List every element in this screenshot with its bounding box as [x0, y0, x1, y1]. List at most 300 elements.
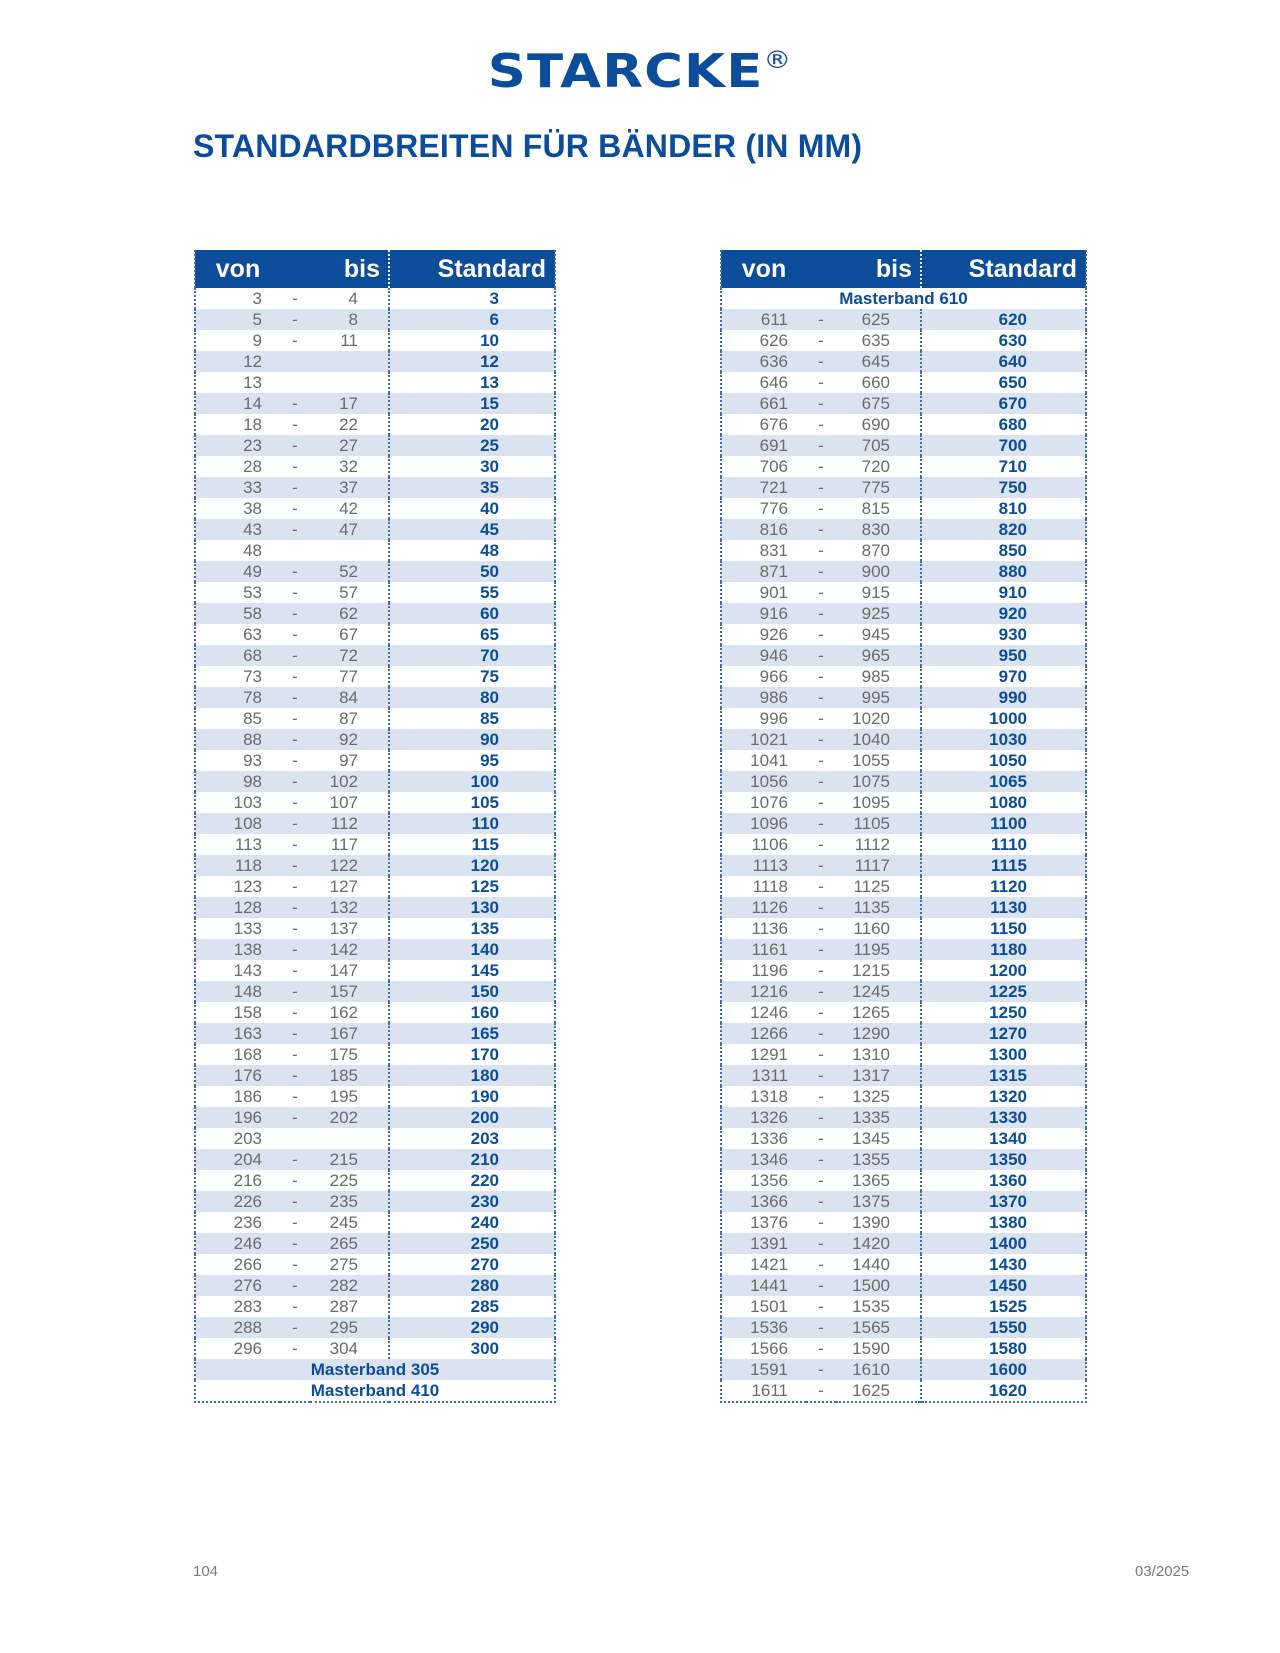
bis-cell: 225: [329, 1171, 358, 1190]
table-row: [195, 918, 555, 939]
standard-cell: 1150: [921, 918, 1086, 939]
von-cell: 1611: [751, 1381, 788, 1400]
standard-cell: 1030: [921, 729, 1086, 750]
standard-cell: 90: [389, 729, 555, 750]
table-row: [195, 1338, 555, 1359]
table-row: [195, 1212, 555, 1233]
standard-cell: 1370: [921, 1191, 1086, 1212]
table-row: [721, 1275, 1086, 1296]
bis-cell: 1040: [836, 729, 921, 750]
bis-cell: 275: [329, 1255, 358, 1274]
standard-cell: 1380: [921, 1212, 1086, 1233]
range-dash: -: [292, 1255, 298, 1274]
bis-cell: 1310: [852, 1045, 890, 1064]
range-dash: -: [806, 1065, 836, 1086]
bis-cell: 215: [310, 1149, 389, 1170]
von-cell: 43: [195, 519, 280, 540]
table-row: [721, 792, 1086, 813]
standard-cell: 50: [389, 561, 555, 582]
table-row: [721, 1233, 1086, 1254]
von-cell: 9: [252, 331, 262, 350]
von-cell: 158: [233, 1003, 262, 1022]
bis-cell: 185: [310, 1065, 389, 1086]
table-row: [195, 1065, 555, 1086]
bis-cell: 4: [348, 289, 358, 308]
standard-cell: 1430: [921, 1254, 1086, 1275]
bis-cell: 112: [310, 813, 389, 834]
bis-cell: 1125: [853, 877, 890, 896]
range-dash: -: [292, 289, 298, 308]
von-cell: 1056: [721, 771, 806, 792]
range-dash: -: [280, 939, 310, 960]
table-row: [195, 750, 555, 771]
table-row: [195, 960, 555, 981]
von-cell: 163: [195, 1023, 280, 1044]
standard-cell: 820: [921, 519, 1086, 540]
range-dash: -: [806, 645, 836, 666]
table-row: [721, 834, 1086, 855]
bis-cell: 635: [861, 331, 890, 350]
bis-cell: 127: [329, 877, 358, 896]
table-row: [721, 729, 1086, 750]
bis-cell: 132: [310, 897, 389, 918]
von-cell: 1346: [721, 1149, 806, 1170]
range-dash: -: [818, 415, 824, 434]
von-cell: 148: [195, 981, 280, 1002]
bis-cell: 660: [861, 373, 890, 392]
range-dash: -: [280, 687, 310, 708]
bis-cell: 1117: [836, 855, 921, 876]
range-dash: -: [292, 1339, 298, 1358]
bis-cell: 67: [339, 625, 358, 644]
bis-cell: 137: [329, 919, 358, 938]
bis-cell: 625: [836, 309, 921, 330]
von-cell: 996: [759, 709, 788, 728]
table-row: [195, 1254, 555, 1275]
von-cell: 1376: [750, 1213, 788, 1232]
bis-cell: 235: [310, 1191, 389, 1212]
standard-cell: 920: [921, 603, 1086, 624]
table-row: [195, 288, 555, 309]
von-cell: 128: [195, 897, 280, 918]
von-cell: 266: [233, 1255, 262, 1274]
von-cell: 1076: [750, 793, 788, 812]
table-row: [195, 834, 555, 855]
standard-cell: 135: [389, 918, 555, 939]
table-row: [195, 1149, 555, 1170]
range-dash: -: [818, 1255, 824, 1274]
bis-cell: 1195: [836, 939, 921, 960]
standard-cell: 1050: [921, 750, 1086, 771]
range-dash: -: [280, 1107, 310, 1128]
standard-cell: 20: [389, 414, 555, 435]
table-row: [721, 918, 1086, 939]
masterband-row: [721, 288, 1086, 309]
range-dash: -: [806, 771, 836, 792]
table-row: [721, 897, 1086, 918]
bis-cell: 147: [329, 961, 358, 980]
range-dash: -: [292, 709, 298, 728]
bis-cell: 1610: [836, 1359, 921, 1380]
range-dash: -: [806, 519, 836, 540]
von-cell: 1106: [751, 835, 788, 854]
bis-cell: 11: [340, 331, 358, 350]
bis-cell: 1500: [836, 1275, 921, 1296]
bis-cell: 1112: [854, 835, 890, 854]
von-cell: 28: [243, 457, 262, 476]
column-header-bis: bis: [280, 250, 389, 288]
bis-cell: 1535: [852, 1297, 890, 1316]
bis-cell: 1335: [836, 1107, 921, 1128]
bis-cell: [310, 540, 389, 561]
standard-cell: 220: [389, 1170, 555, 1191]
bis-cell: 1390: [852, 1213, 890, 1232]
standard-cell: 1580: [921, 1338, 1086, 1359]
standard-cell: 105: [389, 792, 555, 813]
standard-cell: 1330: [921, 1107, 1086, 1128]
masterband-label: Masterband 305: [195, 1359, 555, 1380]
standard-cell: 230: [389, 1191, 555, 1212]
range-dash: -: [806, 1275, 836, 1296]
von-cell: 88: [195, 729, 280, 750]
von-cell: 706: [759, 457, 788, 476]
standard-cell: 1180: [921, 939, 1086, 960]
von-cell: 176: [195, 1065, 280, 1086]
table-row: [721, 603, 1086, 624]
range-dash: -: [806, 393, 836, 414]
standard-cell: 1620: [921, 1380, 1086, 1402]
von-cell: 871: [721, 561, 806, 582]
von-cell: 646: [759, 373, 788, 392]
bis-cell: 1265: [852, 1003, 890, 1022]
von-cell: 1118: [752, 877, 788, 896]
standard-cell: 300: [389, 1338, 555, 1359]
table-row: [195, 1044, 555, 1065]
column-header-standard: Standard: [389, 250, 555, 288]
bis-cell: 870: [861, 541, 890, 560]
table-row: [721, 1002, 1086, 1023]
von-cell: 1536: [721, 1317, 806, 1338]
bis-cell: 1590: [852, 1339, 890, 1358]
standard-cell: 1350: [921, 1149, 1086, 1170]
range-dash: -: [806, 561, 836, 582]
range-dash: -: [818, 373, 824, 392]
table-row: [721, 519, 1086, 540]
table-row: [195, 855, 555, 876]
standard-cell: 160: [389, 1002, 555, 1023]
bis-cell: 122: [310, 855, 389, 876]
table-row: [195, 981, 555, 1002]
table-row: [721, 708, 1086, 729]
range-dash: -: [818, 961, 824, 980]
range-dash: -: [818, 793, 824, 812]
table-row: [195, 1002, 555, 1023]
standard-cell: 1225: [921, 981, 1086, 1002]
table-row: [721, 1149, 1086, 1170]
range-dash: -: [818, 1045, 824, 1064]
standard-cell: 1200: [921, 960, 1086, 981]
bis-cell: 775: [836, 477, 921, 498]
von-cell: 236: [233, 1213, 262, 1232]
von-cell: 1196: [751, 961, 788, 980]
von-cell: 12: [195, 351, 280, 372]
standard-cell: 170: [389, 1044, 555, 1065]
table-row: [721, 1254, 1086, 1275]
standard-cell: 1250: [921, 1002, 1086, 1023]
von-cell: 38: [243, 499, 262, 518]
von-cell: 138: [195, 939, 280, 960]
von-cell: 68: [195, 645, 280, 666]
bis-cell: 102: [310, 771, 389, 792]
standard-cell: 1110: [921, 834, 1086, 855]
table-row: [721, 498, 1086, 519]
bis-cell: 1565: [836, 1317, 921, 1338]
table-row: [721, 855, 1086, 876]
range-dash: -: [280, 561, 310, 582]
range-dash: -: [280, 477, 310, 498]
bis-cell: 1020: [852, 709, 890, 728]
table-row: [195, 414, 555, 435]
bis-cell: 57: [339, 583, 358, 602]
standard-cell: 140: [389, 939, 555, 960]
bis-cell: 245: [329, 1213, 358, 1232]
table-row: [195, 393, 555, 414]
table-row: [195, 309, 555, 330]
bis-cell: [310, 351, 389, 372]
bis-cell: 720: [861, 457, 890, 476]
bis-cell: 117: [330, 835, 358, 854]
table-row: [195, 792, 555, 813]
standard-cell: 880: [921, 561, 1086, 582]
bis-cell: 92: [310, 729, 389, 750]
edition-date: 03/2025: [1135, 1563, 1190, 1580]
table-row: [721, 876, 1086, 897]
von-cell: 966: [759, 667, 788, 686]
range-dash: -: [806, 603, 836, 624]
table-row: [195, 645, 555, 666]
range-dash: -: [806, 729, 836, 750]
von-cell: 611: [721, 309, 806, 330]
standard-cell: 930: [921, 624, 1086, 645]
range-dash: -: [806, 1317, 836, 1338]
table-row: [721, 939, 1086, 960]
bis-cell: 1325: [852, 1087, 890, 1106]
standard-cell: 270: [389, 1254, 555, 1275]
standard-cell: 100: [389, 771, 555, 792]
table-row: [195, 1128, 555, 1149]
standard-cell: 670: [921, 393, 1086, 414]
von-cell: 288: [195, 1317, 280, 1338]
table-row: [195, 687, 555, 708]
standard-cell: 125: [389, 876, 555, 897]
range-dash: -: [818, 1381, 824, 1400]
standard-cell: 970: [921, 666, 1086, 687]
table-row: [721, 1296, 1086, 1317]
bis-cell: 142: [310, 939, 389, 960]
range-dash: -: [280, 855, 310, 876]
range-dash: -: [818, 1171, 824, 1190]
standard-cell: 80: [389, 687, 555, 708]
standard-cell: 620: [921, 309, 1086, 330]
bis-cell: 265: [310, 1233, 389, 1254]
range-dash: -: [818, 1213, 824, 1232]
von-cell: 1266: [721, 1023, 806, 1044]
range-dash: -: [806, 687, 836, 708]
table-row: [721, 309, 1086, 330]
von-cell: 123: [233, 877, 262, 896]
table-row: [721, 1044, 1086, 1065]
bis-cell: 37: [310, 477, 389, 498]
standard-cell: 950: [921, 645, 1086, 666]
range-dash: -: [818, 1129, 824, 1148]
standard-cell: 1450: [921, 1275, 1086, 1296]
range-dash: -: [806, 1359, 836, 1380]
von-cell: 85: [243, 709, 262, 728]
standard-cell: 750: [921, 477, 1086, 498]
range-dash: -: [292, 919, 298, 938]
table-row: [721, 1107, 1086, 1128]
bis-cell: 167: [310, 1023, 389, 1044]
standard-cell: 1270: [921, 1023, 1086, 1044]
von-cell: 946: [721, 645, 806, 666]
range-dash: -: [806, 1023, 836, 1044]
von-cell: 1113: [721, 855, 806, 876]
bis-cell: 925: [836, 603, 921, 624]
table-row: [721, 666, 1086, 687]
table-row: [195, 477, 555, 498]
von-cell: 1126: [721, 897, 806, 918]
range-dash: -: [280, 897, 310, 918]
standard-cell: 180: [389, 1065, 555, 1086]
range-dash: -: [818, 331, 824, 350]
standard-cell: 250: [389, 1233, 555, 1254]
bis-cell: 985: [861, 667, 890, 686]
standard-cell: 630: [921, 330, 1086, 351]
standard-cell: 1100: [921, 813, 1086, 834]
widths-table-right: [720, 250, 1087, 1403]
table-row: [721, 372, 1086, 393]
bis-cell: 815: [861, 499, 890, 518]
range-dash: -: [292, 415, 298, 434]
von-cell: 133: [233, 919, 262, 938]
von-cell: 1421: [750, 1255, 788, 1274]
standard-cell: 1000: [921, 708, 1086, 729]
table-body: [721, 288, 1086, 1402]
table-header-row: [721, 250, 1086, 288]
table-row: [195, 939, 555, 960]
range-dash: -: [280, 1317, 310, 1338]
standard-cell: 115: [389, 834, 555, 855]
von-cell: 48: [243, 541, 262, 560]
von-cell: 108: [195, 813, 280, 834]
range-dash: -: [292, 751, 298, 770]
table-row: [721, 330, 1086, 351]
standard-cell: 1340: [921, 1128, 1086, 1149]
range-dash: -: [806, 939, 836, 960]
bis-cell: [310, 372, 389, 393]
von-cell: 1318: [750, 1087, 788, 1106]
table-row: [721, 624, 1086, 645]
table-row: [195, 1086, 555, 1107]
standard-cell: 1525: [921, 1296, 1086, 1317]
von-cell: 283: [233, 1297, 262, 1316]
table-row: [195, 1275, 555, 1296]
standard-cell: 700: [921, 435, 1086, 456]
standard-cell: 110: [389, 813, 555, 834]
range-dash: [280, 372, 310, 393]
bis-cell: 1215: [852, 961, 890, 980]
table-row: [721, 393, 1086, 414]
von-cell: 18: [243, 415, 262, 434]
bis-cell: 27: [310, 435, 389, 456]
standard-cell: 210: [389, 1149, 555, 1170]
von-cell: 1591: [721, 1359, 806, 1380]
von-cell: 58: [195, 603, 280, 624]
column-header-von: von: [721, 250, 806, 288]
table-row: [195, 330, 555, 351]
range-dash: -: [818, 583, 824, 602]
standard-cell: 95: [389, 750, 555, 771]
table-row: [195, 456, 555, 477]
bis-cell: 1245: [836, 981, 921, 1002]
table-row: [195, 372, 555, 393]
range-dash: -: [818, 499, 824, 518]
von-cell: 901: [759, 583, 788, 602]
table-row: [195, 897, 555, 918]
table-row: [195, 708, 555, 729]
range-dash: -: [292, 1087, 298, 1106]
von-cell: 1441: [721, 1275, 806, 1296]
von-cell: 816: [721, 519, 806, 540]
von-cell: 53: [243, 583, 262, 602]
bis-cell: 1355: [836, 1149, 921, 1170]
standard-cell: 1115: [921, 855, 1086, 876]
bis-cell: 1420: [836, 1233, 921, 1254]
standard-cell: 6: [389, 309, 555, 330]
von-cell: 636: [721, 351, 806, 372]
von-cell: 1041: [750, 751, 788, 770]
von-cell: 186: [233, 1087, 262, 1106]
table-row: [195, 540, 555, 561]
table-row: [721, 687, 1086, 708]
range-dash: -: [806, 309, 836, 330]
standard-cell: 190: [389, 1086, 555, 1107]
range-dash: -: [280, 1149, 310, 1170]
von-cell: 1246: [750, 1003, 788, 1022]
von-cell: 103: [233, 793, 262, 812]
von-cell: 626: [759, 331, 788, 350]
logo-text: STARCKE: [487, 44, 764, 98]
standard-cell: 680: [921, 414, 1086, 435]
standard-cell: 810: [921, 498, 1086, 519]
range-dash: -: [292, 625, 298, 644]
bis-cell: 830: [836, 519, 921, 540]
standard-cell: 203: [389, 1128, 555, 1149]
standard-cell: 13: [389, 372, 555, 393]
table-row: [195, 519, 555, 540]
standard-cell: 165: [389, 1023, 555, 1044]
range-dash: -: [280, 309, 310, 330]
von-cell: 113: [234, 835, 262, 854]
bis-cell: 97: [339, 751, 358, 770]
table-row: [195, 561, 555, 582]
range-dash: -: [806, 435, 836, 456]
von-cell: 14: [195, 393, 280, 414]
table-row: [721, 582, 1086, 603]
von-cell: 1366: [721, 1191, 806, 1212]
standard-cell: 710: [921, 456, 1086, 477]
bis-cell: 900: [836, 561, 921, 582]
